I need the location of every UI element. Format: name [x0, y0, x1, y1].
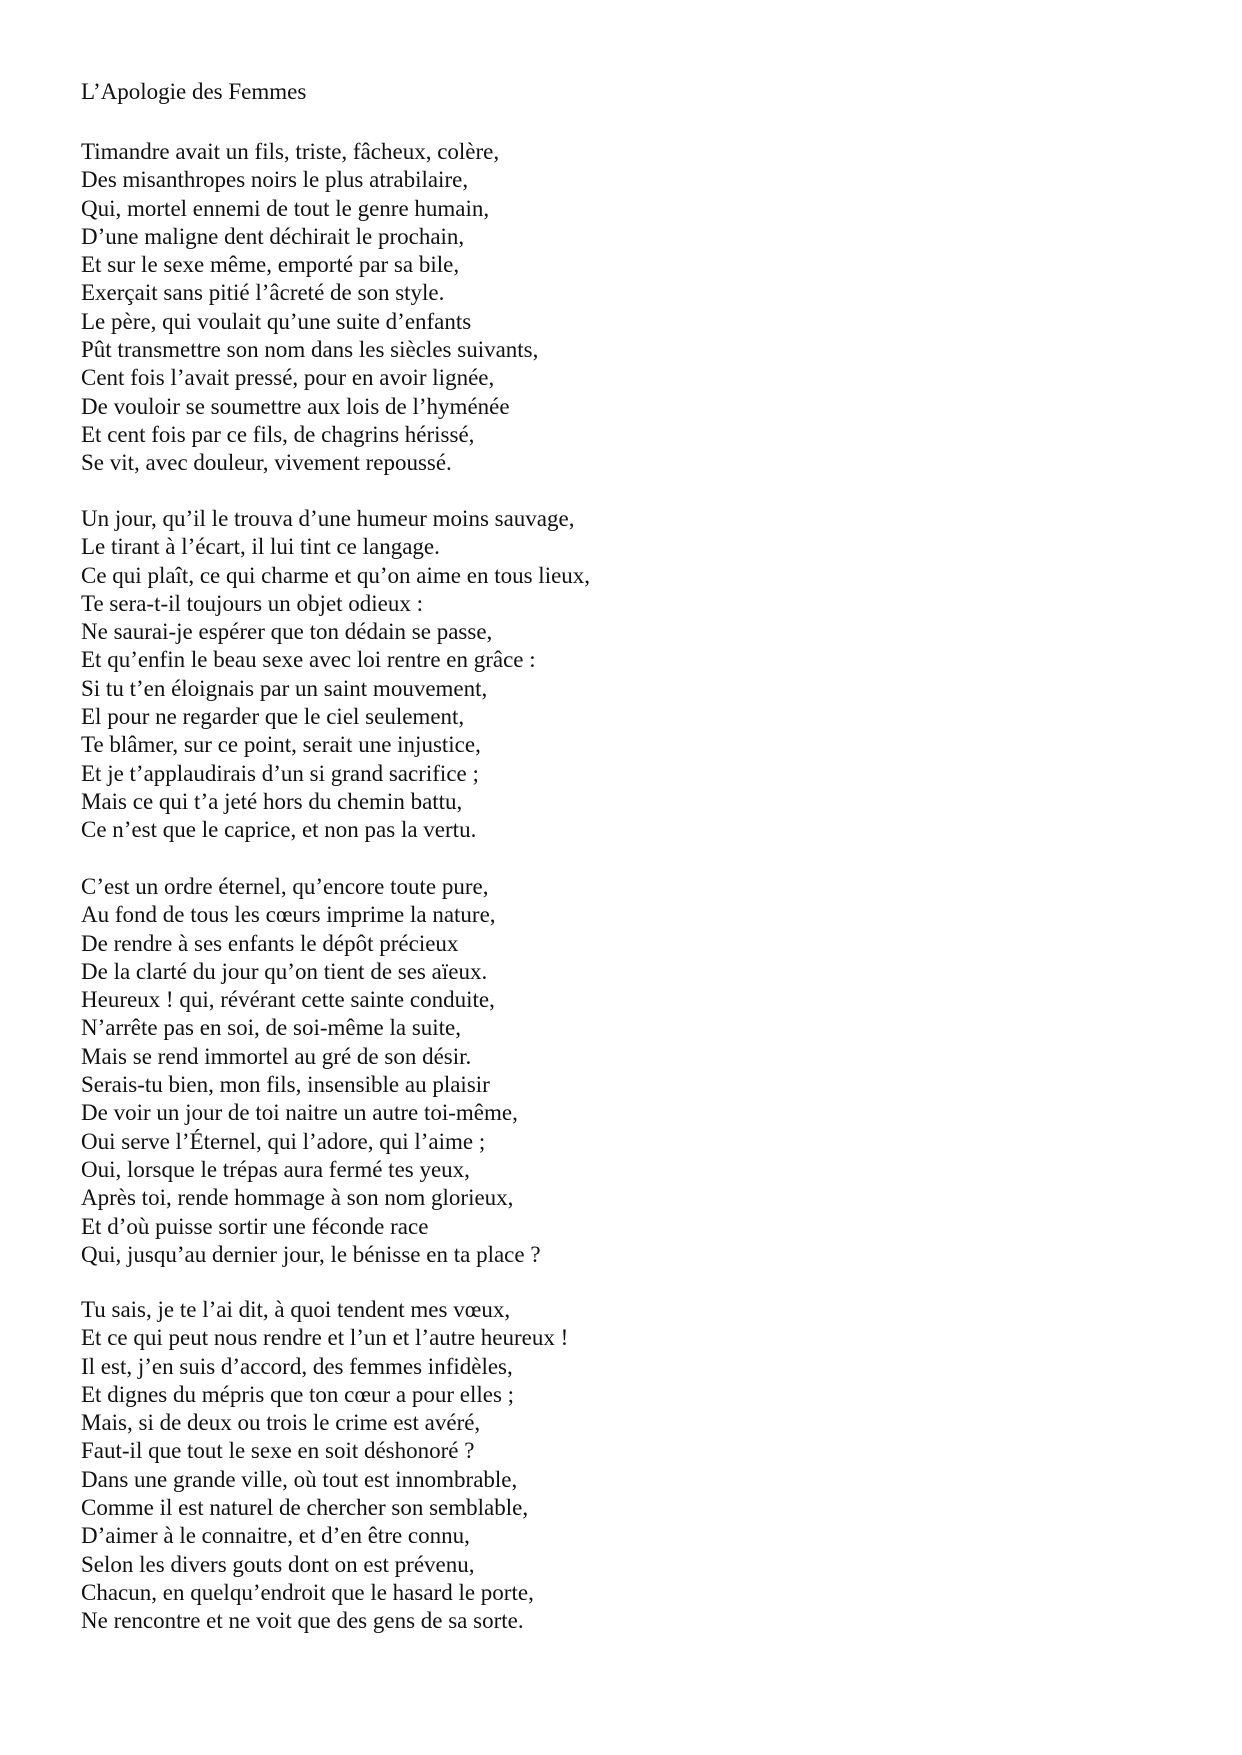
verse-line: C’est un ordre éternel, qu’encore toute pure,	[81, 874, 489, 899]
verse-line: Et qu’enfin le beau sexe avec loi rentre en grâce :	[81, 647, 536, 673]
verse-line: De rendre à ses enfants le dépôt précieux	[81, 930, 459, 956]
verse-line: Ne rencontre et ne voit que des gens de sa sorte.	[81, 1608, 524, 1634]
verse-line: Oui, lorsque le trépas aura fermé tes yeux,	[81, 1156, 470, 1182]
verse-line: Et sur le sexe même, emporté par sa bile,	[81, 252, 460, 278]
verse-line: Et d’où puisse sortir une féconde race	[81, 1213, 429, 1239]
verse-line: Si tu t’en éloignais par un saint mouvement,	[81, 675, 488, 701]
stanza	[81, 138, 538, 478]
verse-line: Au fond de tous les cœurs imprime la nature,	[81, 902, 496, 928]
verse-line: N’arrête pas en soi, de soi-même la suite,	[81, 1015, 462, 1041]
verse-line: El pour ne regarder que le ciel seulement,	[81, 704, 465, 730]
verse-line: Un jour, qu’il le trouva d’une humeur moins sauvage,	[81, 506, 575, 531]
verse-line: Oui serve l’Éternel, qui l’adore, qui l’aime ;	[81, 1128, 486, 1154]
verse-line: Dans une grande ville, où tout est innombrable,	[81, 1466, 518, 1492]
verse-line: Qui, jusqu’au dernier jour, le bénisse en ta place ?	[81, 1241, 541, 1267]
verse-line: Exerçait sans pitié l’âcreté de son style.	[81, 280, 445, 306]
verse-line: Des misanthropes noirs le plus atrabilaire,	[81, 167, 469, 193]
verse-line: De voir un jour de toi naitre un autre toi-même,	[81, 1100, 518, 1126]
verse-line: Timandre avait un fils, triste, fâcheux, colère,	[81, 139, 500, 164]
verse-line: Et dignes du mépris que ton cœur a pour elles ;	[81, 1381, 515, 1407]
verse-line: Mais, si de deux ou trois le crime est avéré,	[81, 1410, 481, 1436]
verse-line: Faut-il que tout le sexe en soit déshonoré ?	[81, 1438, 475, 1464]
poem-title: L’Apologie des Femmes	[81, 79, 307, 104]
verse-line: Heureux ! qui, révérant cette sainte conduite,	[81, 987, 495, 1013]
verse-line: Et cent fois par ce fils, de chagrins hérissé,	[81, 421, 475, 447]
stanza	[81, 873, 541, 1269]
verse-line: Mais ce qui t’a jeté hors du chemin battu,	[81, 788, 463, 814]
verse-line: Le père, qui voulait qu’une suite d’enfants	[81, 308, 472, 334]
verse-line: Cent fois l’avait pressé, pour en avoir lignée,	[81, 365, 495, 391]
verse-line: Pût transmettre son nom dans les siècles suivants,	[81, 337, 539, 363]
verse-line: De la clarté du jour qu’on tient de ses aïeux.	[81, 958, 488, 984]
verse-line: Selon les divers gouts dont on est prévenu,	[81, 1551, 475, 1577]
verse-line: Ce n’est que le caprice, et non pas la vertu.	[81, 817, 477, 843]
verse-line: Ce qui plaît, ce qui charme et qu’on aime en tous lieux,	[81, 562, 591, 588]
verse-line: D’aimer à le connaitre, et d’en être connu,	[81, 1523, 470, 1549]
verse-line: Chacun, en quelqu’endroit que le hasard le porte,	[81, 1579, 534, 1605]
verse-line: De vouloir se soumettre aux lois de l’hyménée	[81, 393, 510, 419]
verse-line: Te sera-t-il toujours un objet odieux :	[81, 590, 424, 616]
verse-line: Tu sais, je te l’ai dit, à quoi tendent mes vœux,	[81, 1297, 511, 1322]
verse-line: Se vit, avec douleur, vivement repoussé.	[81, 450, 452, 476]
verse-line: Te blâmer, sur ce point, serait une injustice,	[81, 732, 481, 758]
verse-line: D’une maligne dent déchirait le prochain,	[81, 223, 465, 249]
verse-line: Il est, j’en suis d’accord, des femmes infidèles,	[81, 1353, 513, 1379]
verse-line: Et ce qui peut nous rendre et l’un et l’autre heureux !	[81, 1325, 569, 1351]
verse-line: Mais se rend immortel au gré de son désir.	[81, 1043, 472, 1069]
verse-line: Serais-tu bien, mon fils, insensible au plaisir	[81, 1072, 490, 1098]
verse-line: Après toi, rende hommage à son nom glorieux,	[81, 1185, 514, 1211]
verse-line: Et je t’applaudirais d’un si grand sacrifice ;	[81, 760, 479, 786]
stanza	[81, 1296, 568, 1636]
verse-line: Comme il est naturel de chercher son semblable,	[81, 1495, 529, 1521]
stanza	[81, 505, 590, 845]
verse-line: Ne saurai-je espérer que ton dédain se passe,	[81, 619, 493, 645]
verse-line: Le tirant à l’écart, il lui tint ce langage.	[81, 534, 440, 560]
verse-line: Qui, mortel ennemi de tout le genre humain,	[81, 195, 490, 221]
